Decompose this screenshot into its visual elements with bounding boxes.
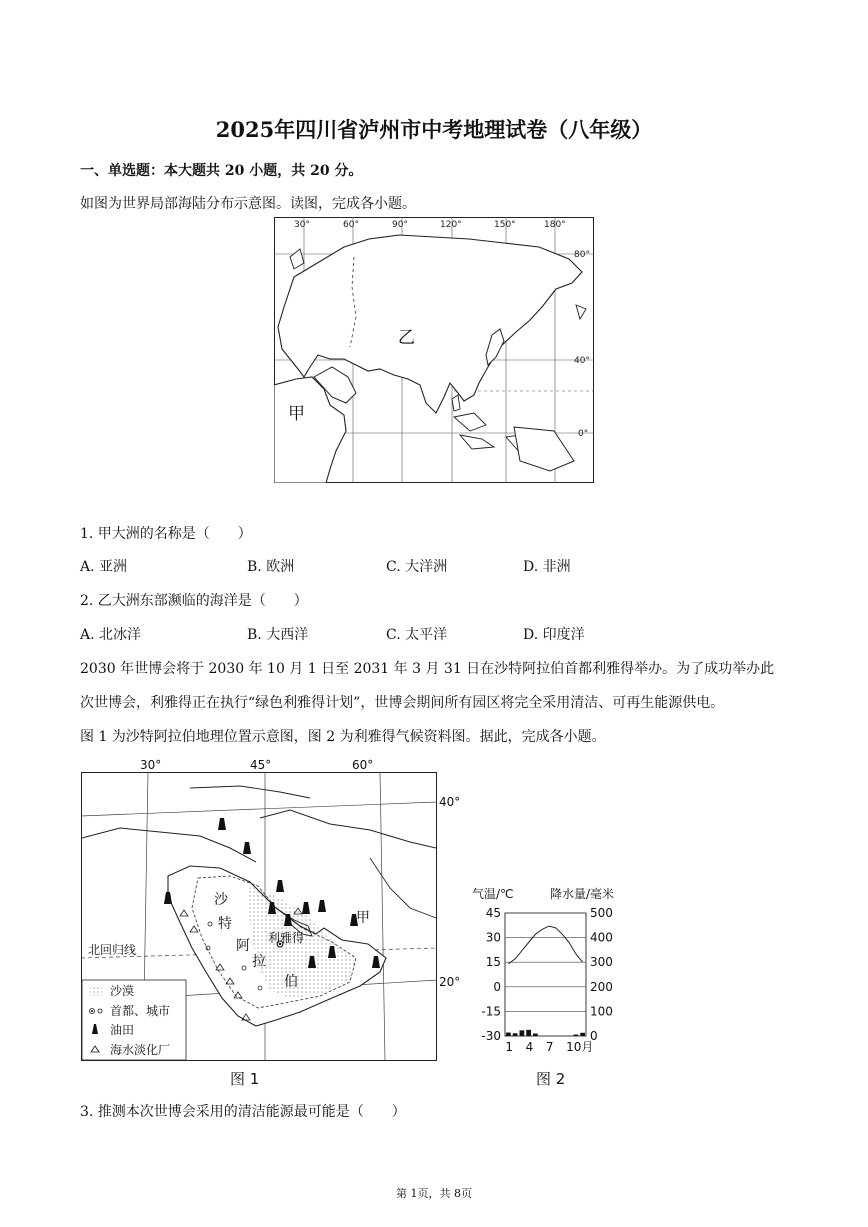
- left-tick-label: 45: [485, 906, 501, 920]
- section-heading: 一、单选题：本大题共 20 小题，共 20 分。: [80, 163, 363, 179]
- left-tick-label: -30: [481, 1029, 501, 1043]
- capital-label: 利雅得: [268, 931, 305, 945]
- legend-city: 首都、城市: [110, 1004, 171, 1018]
- map1-lat-80: 80°: [574, 250, 590, 260]
- x-tick-label: 7: [545, 1040, 554, 1054]
- chart-frame: [505, 913, 586, 1036]
- right-tick-label: 0: [590, 1029, 598, 1043]
- label-jia-map2: 甲: [356, 910, 370, 926]
- label-jia: 甲: [288, 404, 305, 424]
- passage-line-3: 图 1 为沙特阿拉伯地理位置示意图，图 2 为利雅得气候资料图。据此，完成各小题。: [80, 729, 606, 745]
- temperature-line: [508, 926, 582, 964]
- map1-lon-90: 90°: [392, 220, 408, 230]
- intro-text: 如图为世界局部海陆分布示意图。读图，完成各小题。: [80, 196, 416, 212]
- q2-option-d[interactable]: D. 印度洋: [523, 627, 585, 643]
- country-char-5: 伯: [284, 974, 298, 990]
- map1-lon-120: 120°: [440, 220, 462, 230]
- question-1-stem: 1. 甲大洲的名称是（ ）: [80, 526, 252, 542]
- map2-legend: [82, 980, 186, 1060]
- precipitation-bar: [533, 1034, 538, 1036]
- world-map: [274, 217, 594, 483]
- country-char-3: 阿: [236, 938, 250, 954]
- country-char-4: 拉: [252, 954, 266, 970]
- map1-lon-30: 30°: [294, 220, 310, 230]
- tropic-label: 北回归线: [88, 943, 137, 957]
- right-tick-label: 200: [590, 979, 613, 994]
- legend-desal: 海水淡化厂: [110, 1043, 171, 1057]
- question-2-stem: 2. 乙大洲东部濒临的海洋是（ ）: [80, 593, 308, 609]
- passage-line-1: 2030 年世博会将于 2030 年 10 月 1 日至 2031 年 3 月 31 日在沙特阿拉伯首都利雅得举办。为了成功举办此: [80, 661, 775, 677]
- question-3-stem: 3. 推测本次世博会采用的清洁能源最可能是（ ）: [80, 1104, 406, 1120]
- map1-lat-0: 0°: [578, 429, 589, 439]
- map2-lon-60: 60°: [352, 758, 374, 772]
- right-tick-label: 300: [590, 955, 613, 970]
- page-footer: 第 1页，共 8页: [396, 1187, 472, 1200]
- map1-lon-180: 180°: [544, 220, 566, 230]
- figure-1-caption: 图 1: [230, 1070, 260, 1088]
- q1-option-d[interactable]: D. 非洲: [523, 559, 571, 575]
- precipitation-bar: [513, 1033, 518, 1036]
- country-char-2: 特: [218, 916, 232, 932]
- page-title: 2025年四川省泸州市中考地理试卷（八年级）: [215, 117, 653, 142]
- figure-2-caption: 图 2: [536, 1070, 566, 1088]
- q1-option-b[interactable]: B. 欧洲: [247, 559, 295, 575]
- map2-lon-30: 30°: [140, 758, 162, 772]
- precipitation-bar: [574, 1035, 579, 1036]
- left-tick-label: -15: [481, 1004, 501, 1019]
- x-tick-label: 4: [525, 1040, 534, 1054]
- x-tick-label: 1: [505, 1040, 514, 1054]
- climate-chart: [470, 884, 630, 1090]
- chart-grid: [505, 913, 586, 1036]
- legend-oil: 油田: [110, 1023, 135, 1037]
- map2-lon-45: 45°: [250, 758, 272, 772]
- precipitation-bar: [580, 1033, 585, 1036]
- precipitation-bar: [520, 1030, 525, 1036]
- left-tick-label: 30: [485, 930, 501, 945]
- chart-right-title: 降水量/毫米: [550, 887, 615, 901]
- legend-desert: 沙漠: [110, 984, 135, 998]
- q2-option-b[interactable]: B. 大西洋: [247, 627, 309, 643]
- passage-line-2: 次世博会，利雅得正在执行“绿色利雅得计划”，世博会期间所有园区将完全采用清洁、可再生能源供电。: [80, 695, 725, 711]
- left-tick-label: 0: [493, 979, 501, 994]
- q1-option-a[interactable]: A. 亚洲: [80, 559, 128, 575]
- map1-lon-150: 150°: [494, 220, 516, 230]
- right-tick-label: 100: [590, 1004, 613, 1019]
- label-yi: 乙: [398, 328, 415, 348]
- map2-lat-40: 40°: [439, 795, 461, 809]
- x-tick-label: 10月: [566, 1040, 594, 1054]
- map1-lat-40: 40°: [574, 356, 590, 366]
- precipitation-bar: [506, 1033, 511, 1036]
- q1-option-c[interactable]: C. 大洋洲: [386, 559, 448, 575]
- q2-option-a[interactable]: A. 北冰洋: [80, 627, 142, 643]
- right-tick-label: 500: [590, 906, 613, 920]
- right-tick-label: 400: [590, 930, 613, 945]
- left-tick-label: 15: [485, 955, 501, 970]
- chart-left-title: 气温/℃: [472, 887, 514, 901]
- precipitation-bar: [526, 1030, 531, 1036]
- q2-option-c[interactable]: C. 太平洋: [386, 627, 448, 643]
- map1-lon-60: 60°: [343, 220, 359, 230]
- map2-lat-20: 20°: [439, 975, 461, 989]
- country-char-1: 沙: [214, 892, 228, 908]
- saudi-map: [80, 758, 465, 1088]
